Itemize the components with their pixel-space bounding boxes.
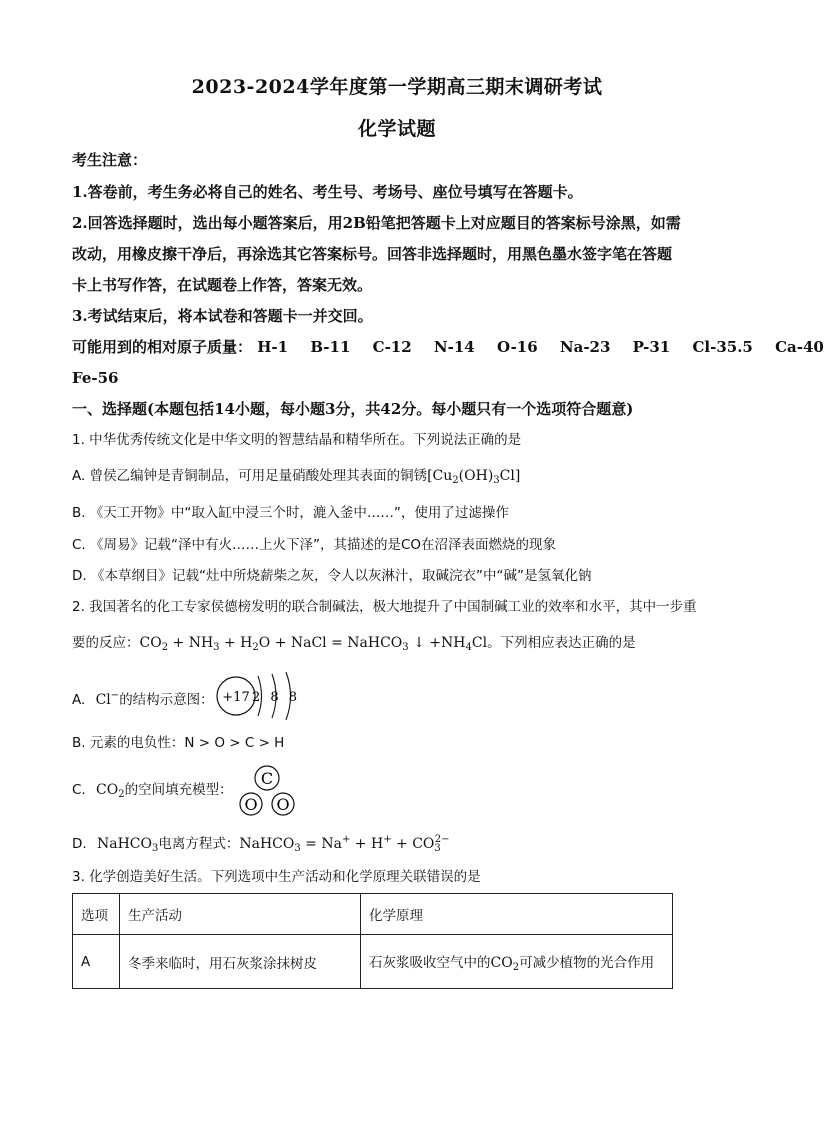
atomic-mass-item: Na-23 xyxy=(559,338,611,356)
chloride-ion: Cl− xyxy=(95,690,120,708)
cl-ion-structure-diagram xyxy=(214,670,304,722)
notice-item-1: 1.答卷前，考生务必将自己的姓名、考生号、考场号、座位号填写在答题卡。 xyxy=(72,183,583,201)
notice-item-3: 3.考试结束后，将本试卷和答题卡一并交回。 xyxy=(72,307,373,325)
section-heading: 一、选择题(本题包括14小题，每小题3分，共42分。每小题只有一个选项符合题意) xyxy=(72,400,634,418)
notice-item-2-line-2: 改动，用橡皮擦干净后，再涂选其它答案标号。回答非选择题时，用黑色墨水签字笔在答题 xyxy=(72,245,673,263)
notice-item-2-line-3: 卡上书写作答，在试题卷上作答，答案无效。 xyxy=(72,276,373,294)
q1-option-b: B. 《天工开物》中“取入缸中浸三个时，漉入釜中……”，使用了过滤操作 xyxy=(72,505,509,521)
q2-option-c: C. $CO_2$的空间填充模型： xyxy=(72,782,233,800)
table-cell-principle: 石灰浆吸收空气中的$CO_2$可减少植物的光合作用 xyxy=(361,935,673,989)
table-row xyxy=(73,935,673,989)
table-header-activity: 生产活动 xyxy=(120,894,361,935)
carbon-label: C xyxy=(260,769,274,788)
q1-option-a-text: A. 曾侯乙编钟是青铜制品，可用足量硝酸处理其表面的铜锈 xyxy=(72,468,428,484)
q1-option-a-formula: $[Cu_2(OH)_3Cl]$ xyxy=(427,468,521,486)
q2-reaction-equation: $CO_2 + NH_3 + H_2O$ + NaCl = NaHCO$_3$ ↓ $+NH_4Cl$ xyxy=(139,635,488,653)
q2-stem-line-2: 要的反应：$CO_2 + NH_3 + H_2O$ + NaCl = NaHCO$_3$ ↓ $+NH_4Cl$。下列相应表达正确的是 xyxy=(72,635,636,653)
atomic-mass-item: Cl-35.5 xyxy=(692,338,753,356)
exam-title: 2023-2024学年度第一学期高三期末调研考试 xyxy=(191,76,603,98)
oxygen-label: O xyxy=(244,795,258,814)
nahco3-formula: NaHCO$_3$ xyxy=(96,836,159,854)
atomic-mass-item: C-12 xyxy=(372,338,412,356)
notice-heading: 考生注意： xyxy=(72,151,148,169)
ionization-equation: NaHCO$_3$ = $Na^+ + H^+ + CO_3^{2-}$ xyxy=(239,834,450,854)
q2-option-d: D. NaHCO$_3$电离方程式：NaHCO$_3$ = $Na^+ + H^+ + CO_3^{2-}$ xyxy=(72,834,450,854)
atomic-mass-item: Ca-40 xyxy=(775,338,824,356)
q2-stem-line-1: 2. 我国著名的化工专家侯德榜发明的联合制碱法，极大地提升了中国制碱工业的效率和水平，其中一步重 xyxy=(72,599,697,615)
atomic-mass-line xyxy=(72,337,824,357)
q1-option-a xyxy=(72,466,520,491)
table-header-option: 选项 xyxy=(73,894,120,935)
table-header-row xyxy=(73,894,673,935)
q3-stem: 3. 化学创造美好生活。下列选项中生产活动和化学原理关联错误的是 xyxy=(72,869,481,885)
table-cell-activity: 冬季来临时，用石灰浆涂抹树皮 xyxy=(120,935,361,989)
q1-option-d: D. 《本草纲目》记载“灶中所烧薪柴之灰，令人以灰淋汁，取碱浣衣”中“碱”是氢氧化钠 xyxy=(72,568,592,584)
subject-title: 化学试题 xyxy=(357,118,436,140)
notice-item-2-line-1: 2.回答选择题时，选出每小题答案后，用2B铅笔把答题卡上对应题目的答案标号涂黑，如需 xyxy=(72,214,681,232)
co2-space-filling-model xyxy=(236,764,300,820)
oxygen-label: O xyxy=(276,795,290,814)
q2-option-b: B. 元素的电负性：N > O > C > H xyxy=(72,735,285,751)
atomic-mass-item: P-31 xyxy=(632,338,671,356)
shell-electrons: 2 8 8 xyxy=(251,690,301,705)
nucleus-charge: +17 xyxy=(222,690,250,705)
table-cell-option: A xyxy=(73,935,120,989)
atomic-mass-label: 可能用到的相对原子质量： xyxy=(72,338,253,356)
atomic-mass-wrap: Fe-56 xyxy=(72,369,119,387)
atomic-mass-item: N-14 xyxy=(433,338,475,356)
co2-formula: $CO_2$ xyxy=(96,782,125,800)
table-header-principle: 化学原理 xyxy=(361,894,673,935)
atomic-mass-item: H-1 xyxy=(257,338,289,356)
atomic-mass-item: B-11 xyxy=(310,338,351,356)
q3-table xyxy=(72,893,673,989)
atomic-mass-item: O-16 xyxy=(496,338,538,356)
q2-option-a: A. Cl−的结构示意图： xyxy=(72,690,214,708)
q1-stem: 1. 中华优秀传统文化是中华文明的智慧结晶和精华所在。下列说法正确的是 xyxy=(72,432,522,448)
q1-option-c: C. 《周易》记载“泽中有火……上火下泽”，其描述的是CO在沼泽表面燃烧的现象 xyxy=(72,537,557,553)
